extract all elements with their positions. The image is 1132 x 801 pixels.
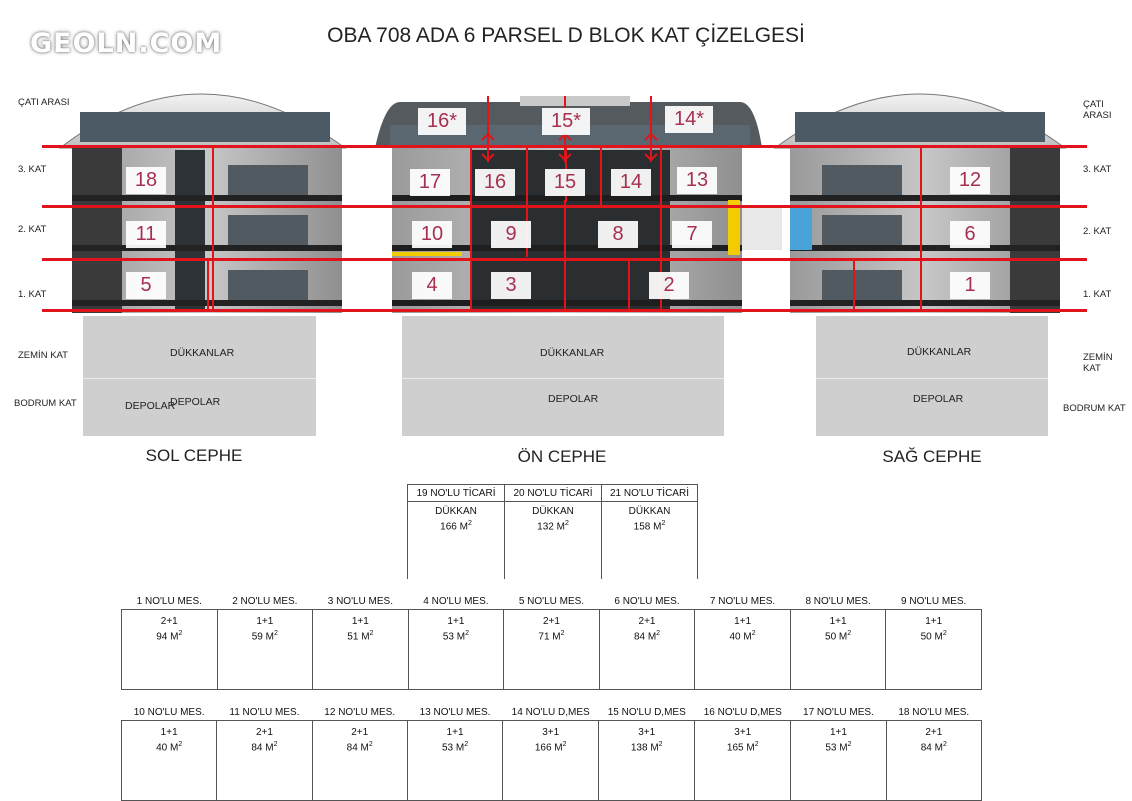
unit-tag-1: 1	[950, 272, 990, 299]
floor-label-right-basement: BODRUM KAT	[1063, 403, 1126, 414]
shop-header: 19 NO'LU TİCARİ	[408, 485, 505, 502]
floor-label-right-3: 3. KAT	[1083, 164, 1112, 175]
unit-tag-11: 11	[126, 221, 166, 248]
apt-header: 5 NO'LU MES.	[518, 595, 585, 607]
apt-header: 4 NO'LU MES.	[423, 595, 489, 607]
facade-title-left: SOL CEPHE	[145, 446, 243, 465]
apt-cell: 1+1 53 $M^2$	[408, 610, 504, 690]
unit-tag-16-roof: 16*	[418, 108, 466, 135]
left-ground-shops: DÜKKANLAR	[170, 347, 235, 359]
apt-cell: 2+1 84 $M^2$	[886, 721, 981, 801]
floor-label-left-2: 2. KAT	[18, 224, 47, 235]
floor-label-right-ground: ZEMİN KAT	[1083, 352, 1113, 374]
shop-type: DÜKKAN	[435, 506, 477, 517]
apt-header: 17 NO'LU MES.	[803, 706, 874, 718]
unit-tag-6: 6	[950, 221, 990, 248]
unit-tag-16: 16	[475, 169, 515, 196]
apt-cell: 2+1 84 $M^2$	[599, 610, 695, 690]
apt-header: 10 NO'LU MES.	[133, 706, 205, 718]
apt-header: 15 NO'LU D,MES	[607, 706, 686, 718]
apt-cell: 3+1 166 $M^2$	[503, 721, 599, 801]
left-basement-depots-b: DEPOLAR	[170, 396, 221, 408]
apt-header: 6 NO'LU MES.	[614, 595, 680, 607]
apt-header: 12 NO'LU MES.	[324, 706, 396, 718]
floor-label-right-2: 2. KAT	[1083, 226, 1112, 237]
floor-label-left-3: 3. KAT	[18, 164, 47, 175]
floor-label-right-1: 1. KAT	[1083, 289, 1112, 300]
shop-type: DÜKKAN	[628, 506, 671, 517]
unit-tag-4: 4	[412, 272, 452, 299]
apt-header: 3 NO'LU MES.	[327, 595, 393, 607]
apt-cell: 2+1 94 $M^2$	[122, 610, 218, 690]
right-ground-shops: DÜKKANLAR	[907, 346, 972, 358]
unit-tag-18: 18	[126, 167, 166, 194]
floor-label-left-basement: BODRUM KAT	[14, 398, 77, 409]
apt-cell: 3+1 165 $M^2$	[695, 721, 791, 801]
shop-area: 166 $M^2$	[440, 520, 472, 533]
apt-header: 11 NO'LU MES.	[229, 706, 300, 718]
apt-cell: 1+1 50 $M^2$	[790, 610, 886, 690]
apartments-table-2	[121, 704, 982, 801]
unit-tag-5: 5	[126, 272, 166, 299]
apt-header: 9 NO'LU MES.	[901, 595, 967, 607]
unit-tag-15-roof: 15*	[542, 108, 590, 135]
unit-tag-14-roof: 14*	[665, 106, 713, 133]
unit-tag-17: 17	[410, 169, 450, 196]
apt-header: 14 NO'LU D,MES	[511, 706, 590, 718]
shop-header: 21 NO'LU TİCARİ	[602, 485, 698, 502]
facade-title-front: ÖN CEPHE	[517, 447, 607, 466]
apt-header: 16 NO'LU D,MES	[703, 706, 782, 718]
unit-tag-9: 9	[491, 221, 531, 248]
unit-tag-10: 10	[412, 221, 452, 248]
apt-cell: 2+1 71 $M^2$	[504, 610, 600, 690]
right-basement-depots: DEPOLAR	[913, 393, 964, 405]
apt-header: 7 NO'LU MES.	[709, 595, 776, 607]
apt-header: 18 NO'LU MES.	[898, 706, 970, 718]
shop-cell	[408, 502, 505, 580]
floor-label-left-1: 1. KAT	[18, 289, 47, 300]
right-base-block	[816, 316, 1048, 436]
unit-tag-14: 14	[611, 169, 651, 196]
unit-tag-7: 7	[672, 221, 712, 248]
apt-header: 2 NO'LU MES.	[232, 595, 298, 607]
apt-cell: 1+1 59 $M^2$	[217, 610, 313, 690]
floor-label-left-roof: ÇATI ARASI	[18, 97, 70, 108]
unit-tag-3: 3	[491, 272, 531, 299]
apt-cell: 1+1 50 $M^2$	[886, 610, 982, 690]
left-building	[60, 94, 345, 313]
apt-cell: 1+1 53 $M^2$	[791, 721, 886, 801]
unit-tag-13: 13	[677, 167, 717, 194]
apartments-table-1	[121, 593, 982, 690]
shop-header: 20 NO'LU TİCARİ	[505, 485, 602, 502]
shop-cell	[602, 502, 698, 580]
unit-tag-2: 2	[649, 272, 689, 299]
apt-cell: 2+1 84 $M^2$	[312, 721, 407, 801]
apt-cell: 3+1 138 $M^2$	[599, 721, 695, 801]
apt-cell: 1+1 51 $M^2$	[313, 610, 409, 690]
apt-cell: 1+1 40 $M^2$	[122, 721, 217, 801]
left-base-block	[83, 316, 316, 436]
apt-header: 8 NO'LU MES.	[805, 595, 871, 607]
front-base-block	[402, 316, 724, 436]
unit-tag-8: 8	[598, 221, 638, 248]
shop-type: DÜKKAN	[532, 506, 574, 517]
watermark-logo: GEOLN.COM	[30, 28, 223, 59]
unit-tag-12: 12	[950, 167, 990, 194]
apt-header: 13 NO'LU MES.	[419, 706, 491, 718]
apt-cell: 1+1 53 $M^2$	[407, 721, 502, 801]
floor-label-right-roof: ÇATI ARASI	[1083, 99, 1112, 121]
shops-table	[407, 484, 698, 579]
unit-tag-15: 15	[545, 169, 585, 196]
front-ground-shops: DÜKKANLAR	[540, 347, 605, 359]
shop-area: 132 $M^2$	[537, 520, 569, 533]
front-basement-depots: DEPOLAR	[548, 393, 599, 405]
apt-cell: 2+1 84 $M^2$	[217, 721, 312, 801]
apt-header: 1 NO'LU MES.	[136, 595, 202, 607]
apt-cell: 1+1 40 $M^2$	[695, 610, 791, 690]
page-title: OBA 708 ADA 6 PARSEL D BLOK KAT ÇİZELGESİ	[327, 24, 805, 47]
facade-title-right: SAĞ CEPHE	[882, 447, 982, 466]
floor-label-left-ground: ZEMİN KAT	[18, 350, 68, 361]
shop-cell	[505, 502, 602, 580]
left-basement-depots-a: DEPOLAR	[125, 400, 176, 412]
shop-area: 158 $M^2$	[633, 520, 666, 533]
